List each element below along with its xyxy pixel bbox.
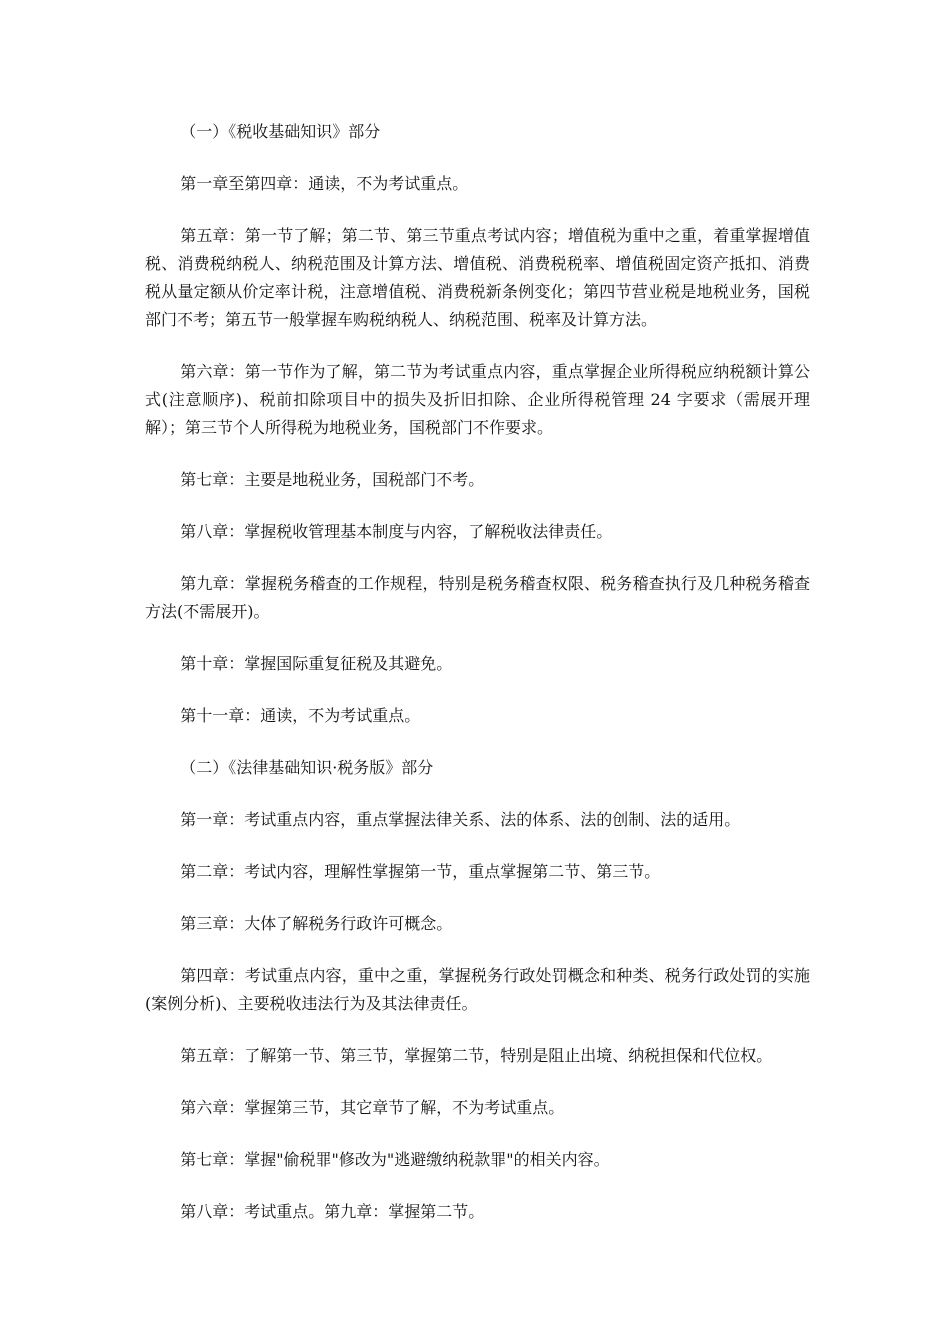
paragraph: 第四章：考试重点内容，重中之重，掌握税务行政处罚概念和种类、税务行政处罚的实施(案例分析)、主要税收违法行为及其法律责任。 bbox=[145, 966, 810, 1013]
paragraph: 第七章：掌握"偷税罪"修改为"逃避缴纳税款罪"的相关内容。 bbox=[180, 1150, 610, 1169]
paragraph: 第六章：第一节作为了解，第二节为考试重点内容，重点掌握企业所得税应纳税额计算公式(注意顺序)、税前扣除项目中的损失及折旧扣除、企业所得税管理 24 字要求（需展开理解）；第三节个人所得税为地税业务，国税部门不作要求。 bbox=[145, 362, 810, 437]
paragraph: 第七章：主要是地税业务，国税部门不考。 bbox=[180, 470, 485, 489]
paragraph: 第一章至第四章：通读，不为考试重点。 bbox=[180, 174, 469, 193]
document-body bbox=[145, 118, 810, 1250]
paragraph: 第二章：考试内容，理解性掌握第一节，重点掌握第二节、第三节。 bbox=[180, 862, 661, 881]
section-title: （一）《税收基础知识》部分 bbox=[180, 122, 381, 141]
paragraph: 第五章：了解第一节、第三节，掌握第二节，特别是阻止出境、纳税担保和代位权。 bbox=[180, 1046, 773, 1065]
paragraph: 第八章：考试重点。第九章：掌握第二节。 bbox=[180, 1202, 485, 1221]
paragraph: 第九章：掌握税务稽查的工作规程，特别是税务稽查权限、税务稽查执行及几种税务稽查方法(不需展开)。 bbox=[145, 574, 810, 621]
paragraph: 第三章：大体了解税务行政许可概念。 bbox=[180, 914, 453, 933]
paragraph: 第十一章：通读，不为考试重点。 bbox=[180, 706, 421, 725]
paragraph: 第一章：考试重点内容，重点掌握法律关系、法的体系、法的创制、法的适用。 bbox=[180, 810, 741, 829]
paragraph: 第六章：掌握第三节，其它章节了解，不为考试重点。 bbox=[180, 1098, 565, 1117]
paragraph: 第五章：第一节了解；第二节、第三节重点考试内容；增值税为重中之重，着重掌握增值税、消费税纳税人、纳税范围及计算方法、增值税、消费税税率、增值税固定资产抵扣、消费税从量定额从价定率计税，注意增值税、消费税新条例变化；第四节营业税是地税业务，国税部门不考；第五节一般掌握车购税纳税人、纳税范围、税率及计算方法。 bbox=[145, 226, 810, 329]
paragraph: 第十章：掌握国际重复征税及其避免。 bbox=[180, 654, 453, 673]
section-title: （二）《法律基础知识·税务版》部分 bbox=[180, 758, 434, 777]
paragraph: 第八章：掌握税收管理基本制度与内容，了解税收法律责任。 bbox=[180, 522, 613, 541]
